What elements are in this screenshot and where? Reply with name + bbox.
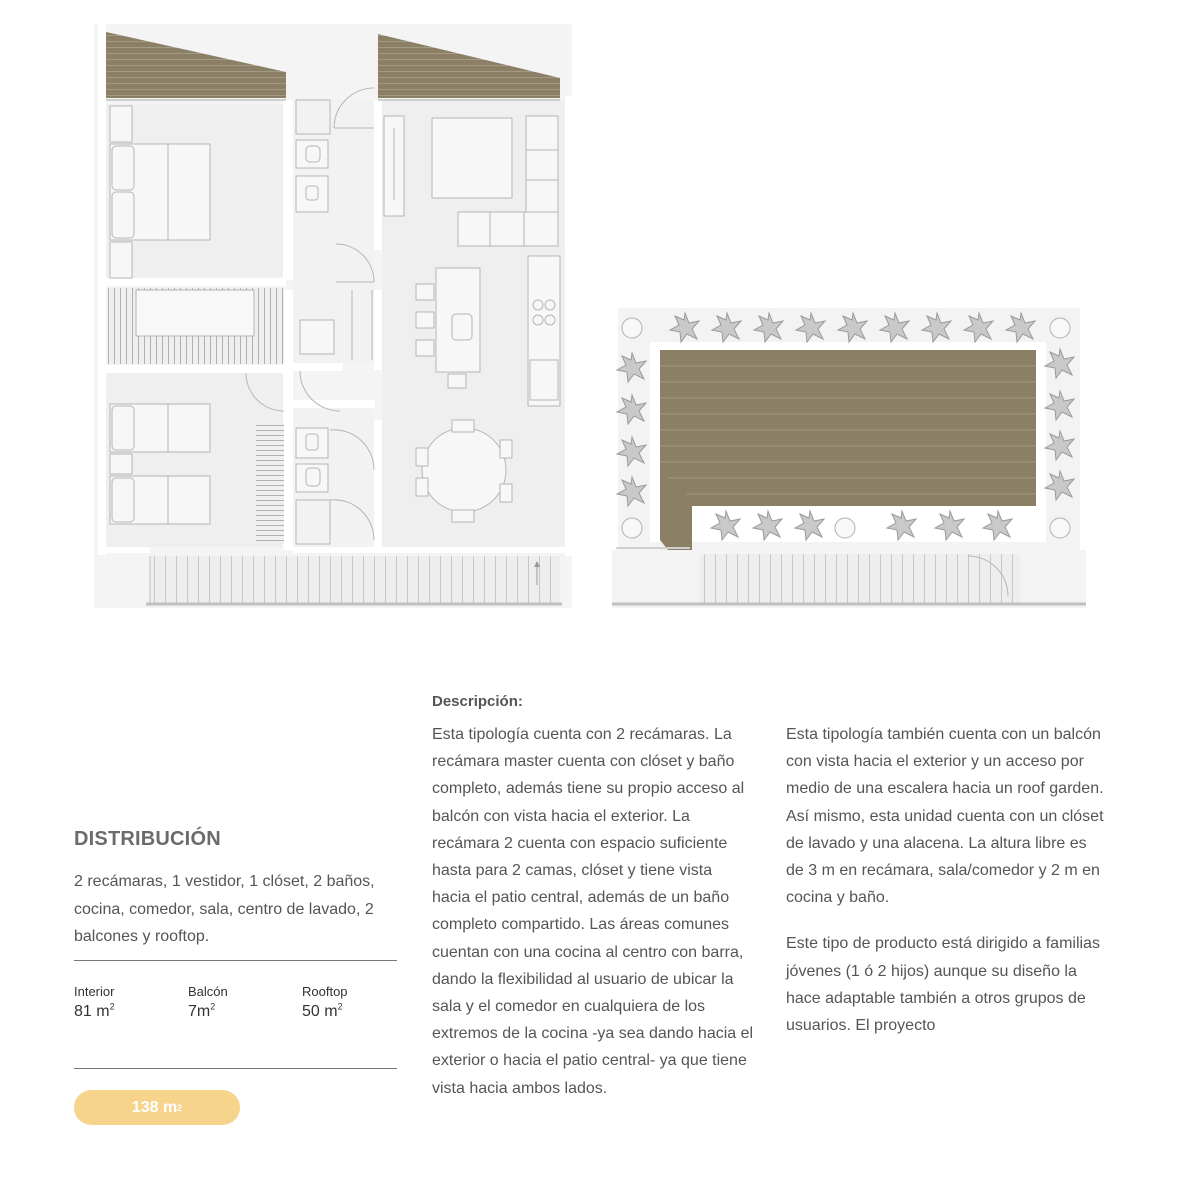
- area-label: Balcón: [188, 984, 228, 999]
- distribution-text: 2 recámaras, 1 vestidor, 1 clóset, 2 baños, cocina, comedor, sala, centro de lavado, 2 balcones y rooftop.: [74, 873, 375, 945]
- area-value: $7m^2$: [188, 1001, 216, 1020]
- description-paragraph: Esta tipología también cuenta con un balcón con vista hacia el exterior y un acceso por medio de una escalera hacia un roof garden. Así mismo, esta unidad cuenta con un clóset de lavado y una alacena. La altura libre es de 3 m en recámara, sala/comedor y 2 m en cocina y baño.: [786, 726, 1104, 907]
- bathroom-shared: [296, 428, 330, 544]
- total-area-badge: 138 m 2: [74, 1090, 240, 1125]
- rooftop-railing: [700, 554, 1020, 604]
- kitchen-counter: [528, 256, 560, 406]
- closet-2: [256, 424, 284, 544]
- laundry: [300, 320, 334, 354]
- divider-top: [74, 960, 397, 961]
- area-interior: [74, 984, 115, 1021]
- rooftop-deck: [660, 350, 1036, 506]
- area-label: Rooftop: [302, 984, 348, 999]
- rooftop-plan: [612, 300, 1086, 608]
- description-paragraph: Este tipo de producto está dirigido a familias jóvenes (1 ó 2 hijos) aunque su diseño la hace adaptable también a otros grupos de usuarios. El proyecto: [786, 935, 1100, 1035]
- divider-bottom: [74, 1068, 397, 1069]
- area-value: 81 $m^2$: [74, 1001, 115, 1020]
- area-rooftop: [302, 984, 348, 1021]
- description-column-1: [432, 721, 754, 1102]
- bottom-railing: [150, 556, 560, 604]
- area-label: Interior: [74, 984, 115, 999]
- description-paragraph: Esta tipología cuenta con 2 recámaras. La recámara master cuenta con clóset y baño completo, además tiene su propio acceso al balcón con vista hacia el exterior. La recámara 2 cuenta con espacio suficiente hasta para 2 camas, clóset y tiene vista hacia el patio central, además de un baño completo compartido. Las áreas comunes cuentan con una cocina al centro con barra, dando la flexibilidad al usuario de ubicar la sala y el comedor en cualquiera de los extremos de la cocina -ya sea dando hacia el exterior o hacia el patio central- ya que tiene vista hacia ambos lados.: [432, 726, 754, 1097]
- description-title: Descripción:: [432, 693, 523, 710]
- area-balcony: [188, 984, 228, 1021]
- area-value: 50 $m^2$: [302, 1001, 343, 1020]
- distribution-title: DISTRIBUCIÓN: [74, 828, 221, 850]
- apartment-plan: [94, 24, 572, 608]
- description-column-2: [786, 721, 1108, 1039]
